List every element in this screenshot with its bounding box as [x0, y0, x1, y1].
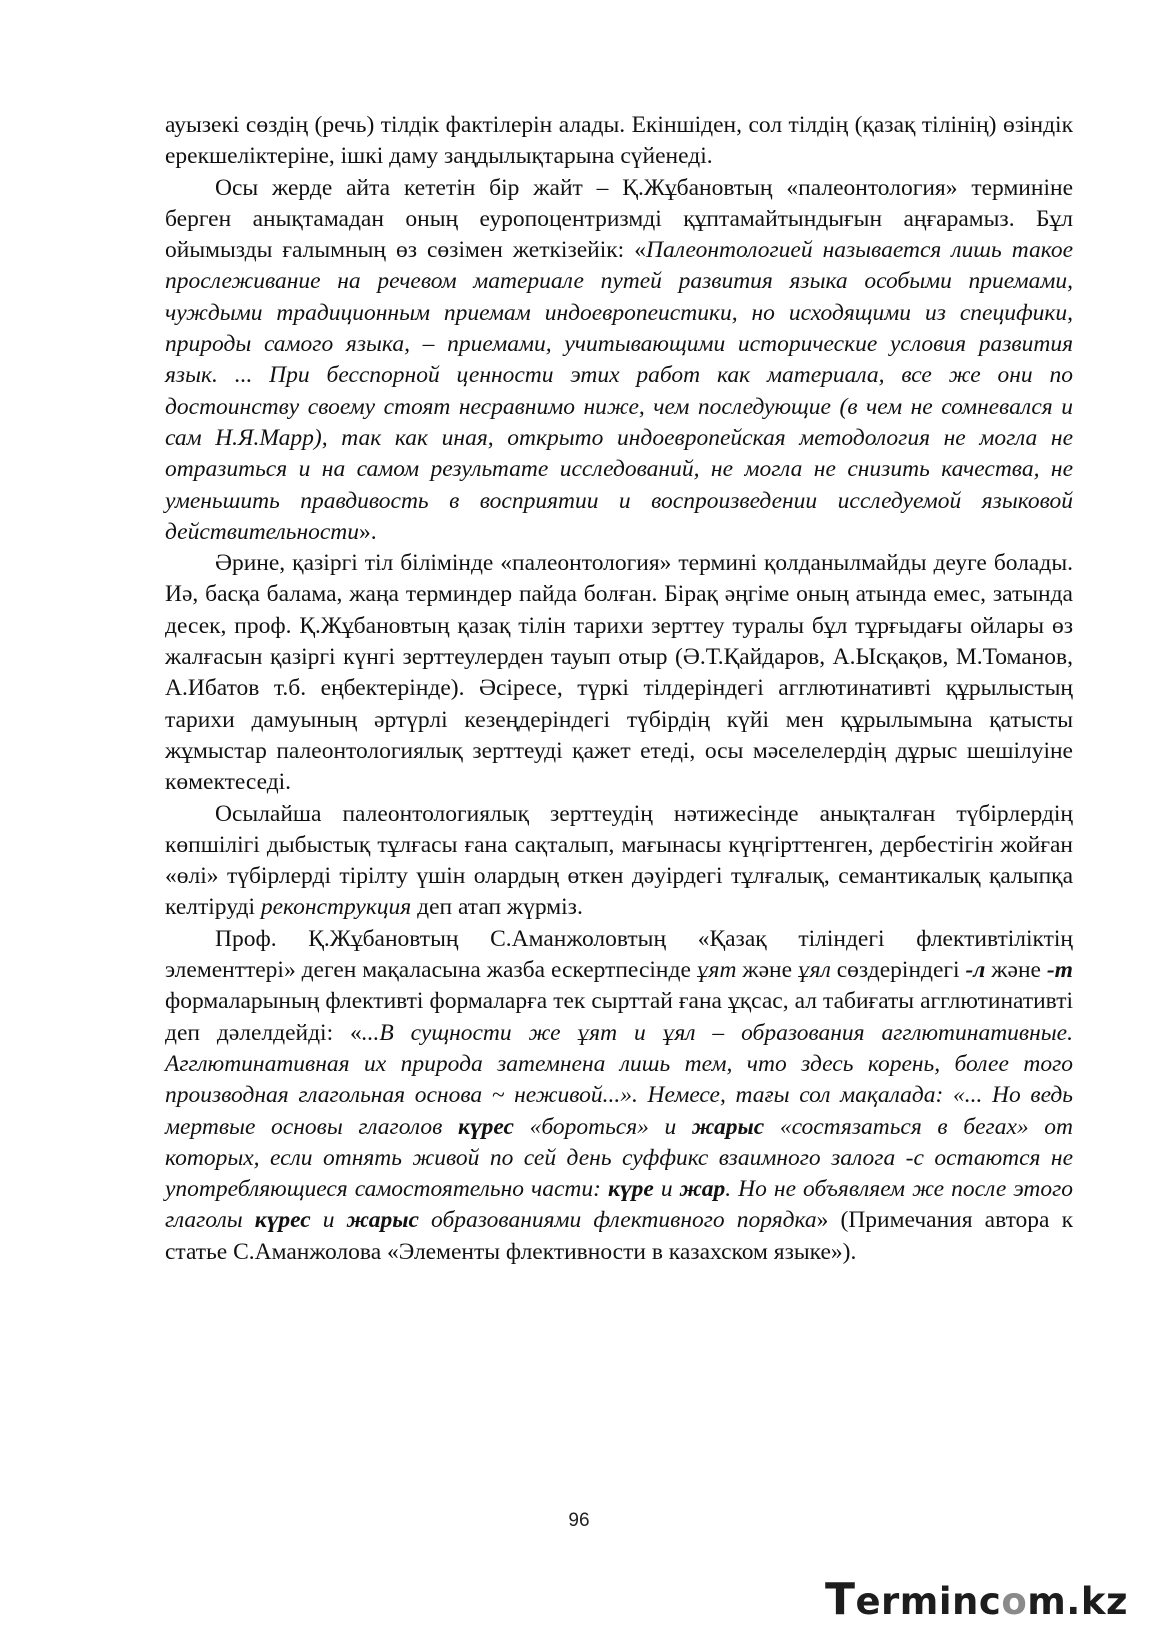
paragraph-2	[165, 173, 1073, 549]
paragraph-5-text: және	[985, 957, 1047, 984]
paragraph-4-lead: Осылайша палеонтологиялық зерттеудің нәтижесінде анықталған түбірлердің көпшілігі дыбыстық тұлғасы ғана сақталып, мағынасы күңгірттенген, дербестігін жойған «өлі» түбірлерді тірілту үшін олардың өткен дәуірдегі тұлғалық, семантикалық қалыпқа келтіруді	[165, 800, 1073, 921]
paragraph-5-quote: и	[310, 1207, 347, 1234]
paragraph-5-quote: . Но не объявляем же после этого глаголы	[165, 1176, 1074, 1234]
paragraph-5-text: » (Примечания автора к статье С.Аманжолова «Элементы флективности в казахском языке»).	[165, 1207, 1073, 1265]
paragraph-5-text: Проф. Қ.Жұбановтың С.Аманжоловтың «Қазақ тіліндегі флективтіліктің элементтері» деген мақаласына жазба ескертпесінде	[165, 925, 1073, 984]
paragraph-4	[165, 799, 1073, 924]
watermark-part: m.kz	[1027, 1580, 1128, 1623]
paragraph-4-end: деп атап жүрміз.	[411, 894, 583, 921]
page-number: 96	[568, 1510, 590, 1531]
paragraph-2-quote: Палеонтологией называется лишь такое прослеживание на речевом материале путей развития языка особыми приемами, чуждыми традиционным приемам индоевропеистики, но исходящими из специфики, природы самого языка, – приемами, учитывающими исторические условия развития язык. ... При бесспорной ценности этих работ как материала, все же они по достоинству своему стоят несравнимо ниже, чем последующие (в чем не сомневался и сам Н.Я.Марр), так как иная, открыто индоевропейская методология не могла не отразиться и на самом результате исследований, не могла не снизить качества, не уменьшить правдивость в восприятии и воспроизведении исследуемой языковой действительности	[165, 237, 1074, 545]
paragraph-1: ауызекі сөздің (речь) тілдік фактілерін алады. Екіншіден, сол тілдің (қазақ тілінің) өзіндік ерекшеліктеріне, ішкі даму заңдылықтарына сүйенеді.	[165, 112, 1073, 170]
paragraph-5-word: ұят	[696, 957, 737, 984]
paragraph-5-bold-word: жарыс	[691, 1113, 765, 1140]
paragraph-5-quote: и	[653, 1176, 680, 1203]
watermark-logo	[825, 1574, 1128, 1625]
paragraph-5-text: және	[736, 957, 798, 984]
paragraph-5-bold-word: күрес	[458, 1113, 514, 1140]
paragraph-2-lead: Осы жерде айта кететін бір жайт – Қ.Жұбановтың «палеонтология» терминіне берген анықтамадан оның еуропоцентризмді құптамайтындығын аңғарамыз. Бұл ойымызды ғалымның өз сөзімен жеткізейік: «	[165, 174, 1073, 264]
paragraph-5-bold-word: жар	[679, 1176, 726, 1203]
paragraph-5	[165, 924, 1073, 1268]
paragraph-2-end: ».	[359, 518, 377, 545]
paragraph-4-term: реконструкция	[260, 894, 412, 921]
watermark-part: o	[1001, 1580, 1028, 1623]
paragraph-5-quote: «состязаться в бегах» от которых, если отнять живой по сей день суффикс взаимного залога -с остаются не употребляющиеся самостоятельно части:	[165, 1113, 1073, 1203]
paragraph-5-text: сөздеріндегі	[830, 957, 966, 984]
watermark-part: T	[824, 1574, 856, 1625]
paragraph-5-quote: ...В сущности же ұят и ұял – образования агглютинативные. Агглютинативная их природа затемнена лишь тем, что здесь корень, более того производная глагольная основа ~ неживой...». Немесе, тағы сол мақалада: «... Но ведь мертвые основы глаголов	[165, 1019, 1073, 1140]
paragraph-5-quote: образованиями флективного порядка	[418, 1207, 817, 1234]
paragraph-5-bold-word: күре	[608, 1176, 654, 1203]
paragraph-5-text: формаларының флективті формаларға тек сырттай ғана ұқсас, ал табиғаты агглютинативті деп дәлелдейді: «	[165, 988, 1073, 1046]
paragraph-5-suffix: -л	[965, 957, 986, 984]
paragraph-3: Әрине, қазіргі тіл білімінде «палеонтология» термині қолданылмайды деуге болады. Иә, басқа балама, жаңа терминдер пайда болған. Бірақ әңгіме оның атында емес, затында десек, проф. Қ.Жұбановтың қазақ тілін тарихи зерттеу туралы бұл тұрғыдағы ойлары өз жалғасын қазіргі күнгі зерттеулерден тауып отыр (Ә.Т.Қайдаров, А.Ысқақов, М.Томанов, А.Ибатов т.б. еңбектерінде). Әсіресе, түркі тілдеріндегі агглютинативті құрылыстың тарихи дамуының әртүрлі кезеңдеріндегі түбірдің күйі мен құрылымына қатысты жұмыстар палеонтологиялық зерттеуді қажет етеді, осы мәселелердің дұрыс шешілуіне көмектеседі.	[165, 550, 1073, 796]
paragraph-5-bold-word: жарыс	[346, 1207, 419, 1234]
paragraph-5-quote: «бороться» и	[513, 1113, 692, 1140]
paragraph-5-word: ұял	[797, 957, 831, 984]
watermark-part: erminc	[855, 1580, 1002, 1623]
paragraph-5-suffix: -т	[1046, 957, 1073, 984]
page-body	[165, 110, 1073, 1268]
paragraph-5-bold-word: күрес	[254, 1207, 311, 1234]
